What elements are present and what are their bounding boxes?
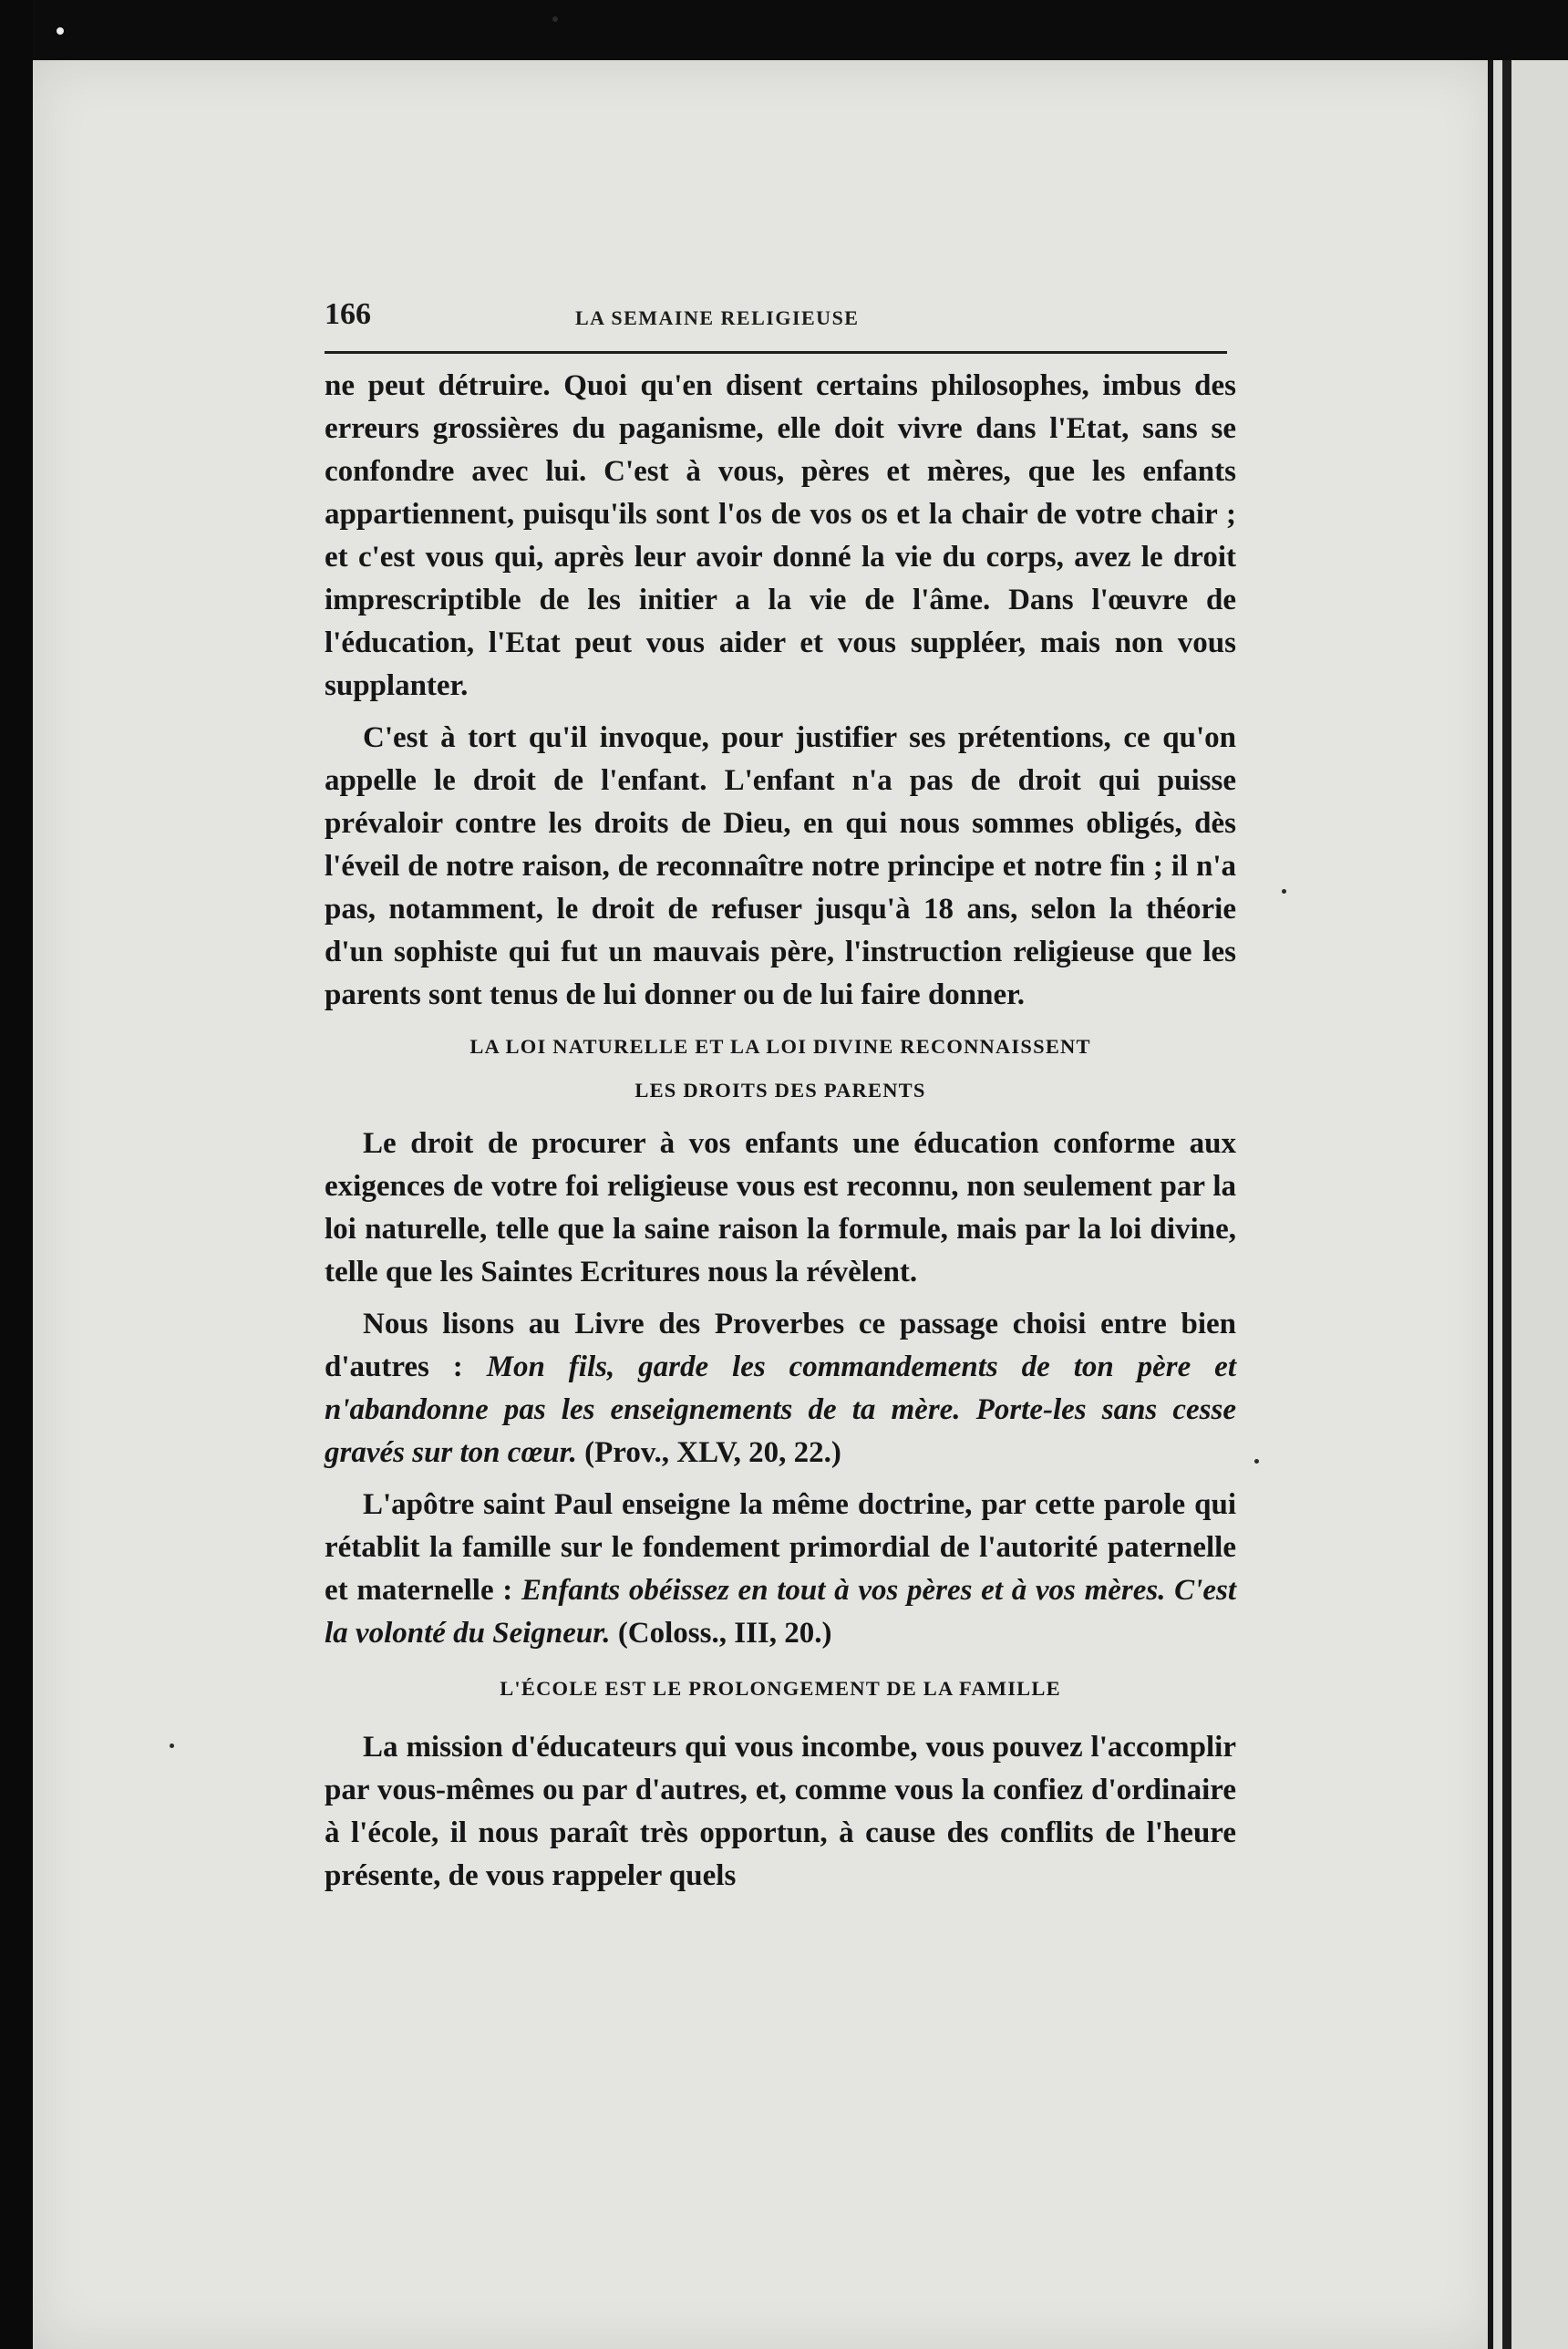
film-frame-left	[0, 0, 33, 2349]
page-gutter	[1502, 60, 1511, 2349]
scan-speck	[1254, 1459, 1259, 1464]
scan-speck	[170, 1744, 174, 1748]
page-header	[325, 297, 1236, 343]
paragraph-continued: ne peut détruire. Quoi qu'en disent certains philosophes, imbus des erreurs grossières du paganisme, elle doit vivre dans l'Etat, sans se confondre avec lui. C'est à vous, pères et mères, que les enfants appartiennent, puisqu'ils sont l'os de vos os et la chair de votre chair ; et c'est vous qui, après leur avoir donné la vie du corps, avez le droit imprescriptible de les initier a la vie de l'âme. Dans l'œuvre de l'éducation, l'Etat peut vous aider et vous suppléer, mais non vous supplanter.	[325, 369, 1236, 702]
scan-speck	[552, 16, 558, 22]
saint-paul-intro: L'apôtre saint Paul enseigne la même doctrine, par cette parole qui rétablit la famille sur le fondement primordial de l'autorité paternelle et maternelle :	[325, 1488, 1236, 1607]
header-rule	[325, 351, 1227, 354]
scan-speck	[1282, 889, 1286, 894]
body-text	[325, 365, 1236, 1898]
proverbes-quote: Mon fils, garde les commandements de ton père et n'abandonne pas les enseignements de ta mère. Porte-les sans cesse gravés sur ton cœur.	[325, 1350, 1236, 1469]
section-heading-1-line-2: LES DROITS DES PARENTS	[634, 1079, 926, 1102]
section-heading-2: L'ÉCOLE EST LE PROLONGEMENT DE LA FAMILLE	[500, 1677, 1061, 1700]
proverbes-intro: Nous lisons au Livre des Proverbes ce passage choisi entre bien d'autres :	[325, 1308, 1236, 1383]
film-frame-top	[0, 0, 1568, 64]
saint-paul-quote: Enfants obéissez en tout à vos pères et à vos mères. C'est la volonté du Seigneur.	[325, 1574, 1236, 1650]
paragraph-droit-enfant: C'est à tort qu'il invoque, pour justifier ses prétentions, ce qu'on appelle le droit de l'enfant. L'enfant n'a pas de droit qui puisse prévaloir contre les droits de Dieu, en qui nous sommes obligés, dès l'éveil de notre raison, de reconnaître notre principe et notre fin ; il n'a pas, notamment, le droit de refuser jusqu'à 18 ans, selon la théorie d'un sophiste qui fut un mauvais père, l'instruction religieuse que les parents sont tenus de lui donner ou de lui faire donner.	[325, 721, 1236, 1011]
proverbes-reference: (Prov., XLV, 20, 22.)	[576, 1436, 841, 1469]
saint-paul-reference: (Coloss., III, 20.)	[610, 1617, 832, 1650]
paragraph-loi-naturelle: Le droit de procurer à vos enfants une éducation conforme aux exigences de votre foi religieuse vous est reconnu, non seulement par la loi naturelle, telle que la saine raison la formule, mais par la loi divine, telle que les Saintes Ecritures nous la révèlent.	[325, 1127, 1236, 1288]
running-title: LA SEMAINE RELIGIEUSE	[575, 306, 860, 329]
paragraph-proverbes	[325, 1303, 1236, 1475]
adjacent-page-edge	[1488, 60, 1568, 2349]
page-number: 166	[325, 297, 371, 331]
paragraph-mission-educateurs: La mission d'éducateurs qui vous incombe, vous pouvez l'accomplir par vous-mêmes ou par d'autres, et, comme vous la confiez d'ordinaire à l'école, il nous paraît très opportun, à cause des conflits de l'heure présente, de vous rappeler quels	[325, 1731, 1236, 1892]
section-heading-1-line-1: LA LOI NATURELLE ET LA LOI DIVINE RECONNAISSENT	[469, 1035, 1091, 1058]
paragraph-saint-paul	[325, 1484, 1236, 1655]
scan-speck	[57, 27, 64, 35]
